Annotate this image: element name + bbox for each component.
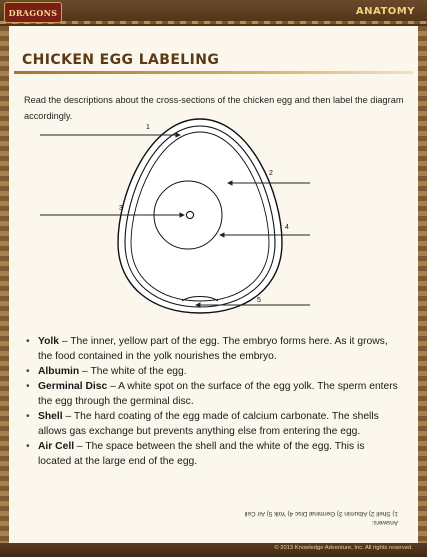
description-item bbox=[28, 379, 398, 409]
description-text: – A white spot on the surface of the egg yolk. The sperm enters the egg through the germinal disc. bbox=[38, 381, 398, 407]
description-list bbox=[28, 334, 398, 469]
left-border bbox=[0, 26, 9, 543]
diagram-label-3: 3 bbox=[119, 205, 123, 212]
egg-diagram bbox=[20, 113, 410, 320]
title-underline bbox=[14, 71, 413, 74]
diagram-label-5: 5 bbox=[257, 297, 261, 304]
description-text: – The inner, yellow part of the egg. The embryo forms here. As it grows, the food contained in the yolk nourishes the embryo. bbox=[38, 336, 388, 362]
answer-key-text: 1) Shell 2) Albumin 3) Germinal Disc 4) Yolk 5) Air Cell bbox=[244, 510, 398, 517]
answer-key-label: Answers: bbox=[371, 519, 398, 526]
description-text: – The space between the shell and the white of the egg. This is located at the large end of the egg. bbox=[38, 441, 365, 467]
right-border bbox=[418, 26, 427, 543]
description-item bbox=[28, 364, 398, 379]
description-item bbox=[28, 334, 398, 364]
diagram-label-1: 1 bbox=[146, 124, 150, 131]
logo-text: DRAGONS bbox=[8, 7, 58, 18]
page-title: CHICKEN EGG LABELING bbox=[22, 52, 220, 68]
instructions-text: Read the descriptions about the cross-sections of the chicken egg and then label the diagram accordingly. bbox=[24, 95, 404, 121]
description-item bbox=[28, 439, 398, 469]
description-term: Air Cell bbox=[38, 441, 75, 452]
description-item bbox=[28, 409, 398, 439]
description-term: Germinal Disc bbox=[38, 381, 108, 392]
title-block bbox=[14, 50, 413, 74]
copyright-notice: © 2013 Knowledge Adventure, Inc. All rights reserved. bbox=[274, 545, 413, 551]
answer-key bbox=[190, 509, 398, 527]
subject-label: ANATOMY bbox=[355, 6, 415, 17]
dragons-logo[interactable] bbox=[4, 2, 62, 23]
description-term: Shell bbox=[38, 411, 63, 422]
germinal-disc bbox=[186, 211, 193, 218]
description-text: – The white of the egg. bbox=[79, 366, 187, 377]
description-term: Yolk bbox=[38, 336, 59, 347]
diagram-label-4: 4 bbox=[285, 224, 289, 231]
diagram-label-2: 2 bbox=[269, 170, 273, 177]
description-term: Albumin bbox=[38, 366, 80, 377]
description-text: – The hard coating of the egg made of calcium carbonate. The shells allows gas exchange but prevents anything else from entering the egg. bbox=[38, 411, 379, 437]
